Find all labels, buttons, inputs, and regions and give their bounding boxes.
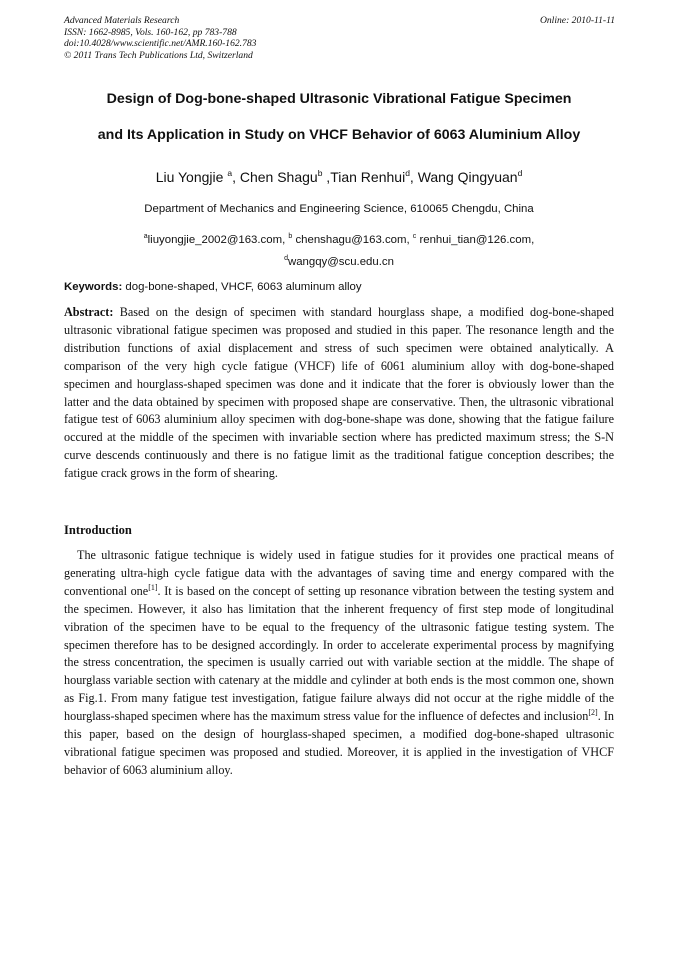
author-separator: ,: [232, 169, 240, 185]
email-link[interactable]: chenshagu@163.com,: [292, 234, 413, 246]
author-affil-sup: a: [227, 168, 233, 178]
author-affil-sup: d: [517, 168, 523, 178]
journal-name: Advanced Materials Research: [64, 15, 180, 26]
email-sup: a: [143, 233, 148, 240]
keywords-label: Keywords:: [64, 281, 123, 293]
email-sup: b: [288, 233, 293, 240]
keywords-text: dog-bone-shaped, VHCF, 6063 aluminum alloy: [122, 281, 362, 293]
author-name: Chen Shagu: [239, 169, 318, 185]
introduction-paragraph: [64, 547, 614, 780]
author-name: Tian Renhui: [330, 169, 406, 185]
abstract: [64, 304, 614, 483]
email-link[interactable]: liuyongjie_2002@163.com,: [147, 234, 289, 246]
email-link[interactable]: renhui_tian@126.com,: [416, 234, 535, 246]
issn-line: ISSN: 1662-8985, Vols. 160-162, pp 783-788: [64, 26, 237, 38]
author-list: [30, 168, 648, 185]
author-name: Wang Qingyuan: [417, 169, 518, 185]
author-separator: ,: [322, 169, 331, 185]
author-affil-sup: d: [405, 168, 410, 178]
abstract-text: Based on the design of specimen with standard hourglass shape, a modified dog-bone-shaped ultrasonic vibrational fatigue specimen was proposed and studied in this paper. The resonance length and the distribution functions of axial displacement and stress of such specimen were obtained analytically. A comparison of the very high cycle fatigue (VHCF) life of 6061 aluminium alloy with dog-bone-shaped specimen and hourglass-shaped specimen was done and it indicate that the forer is obviously lower than the latter and the data obtained by specimen with proposed shape are conservative. Then, the ultrasonic vibrational fatigue test of 6063 aluminium alloy specimen with dog-bone-shape was done, showing that the fatigue failure occured at the middle of the specimen with invariable section where has predicted maximum stress; the S-N curve descends continuously and there is no fatigue limit as the traditional fatigue conception describes; the fatigue crack grows in the form of shearing.: [64, 305, 614, 481]
section-heading-introduction: Introduction: [64, 523, 132, 537]
citation-ref[interactable]: [1]: [148, 582, 158, 592]
email-link[interactable]: wangqy@scu.edu.cn: [287, 255, 394, 268]
paper-title-line-1: Design of Dog-bone-shaped Ultrasonic Vibrational Fatigue Specimen: [106, 91, 572, 107]
online-date: Online: 2010-11-11: [539, 15, 615, 26]
abstract-label: Abstract:: [64, 305, 114, 319]
author-separator: ,: [409, 169, 418, 185]
email-sup: d: [284, 254, 288, 262]
paper-title-line-2: and Its Application in Study on VHCF Behavior of 6063 Aluminium Alloy: [97, 127, 581, 143]
doi-line: doi:10.4028/www.scientific.net/AMR.160-162.783: [64, 38, 257, 49]
intro-text: The ultrasonic fatigue technique is widely used in fatigue studies for it provides one practical means of generating ultra-high cycle fatigue data with the advantages of saving time and energy compared with the conventional one: [64, 548, 614, 598]
author-emails: [100, 228, 578, 271]
intro-text: . It is based on the concept of setting up resonance vibration between the testing system and the specimen. However, it also has limitation that the inherent frequency of first step mode of longitudinal vibration of the specimen have to be equal to the frequency of the ultrasonic fatigue testing system. The specimen therefore has to be designed accordingly. In order to accelerate experimental process by magnifying the stress concentration, the specimen is usually carried out with variable section at the middle. The shape of hourglass variable section with catenary at the middle and cylinder at both ends is the most common one, shown as Fig.1. From many fatigue test investigation, fatigue failure always did not occur at the righe middle of the hourglass-shaped specimen where has the maximum stress value for the influence of defectes and inclusion: [64, 583, 615, 724]
intro-text: . In this paper, based on the design of hourglass-shaped specimen, a modified dog-bone-shaped ultrasonic vibrational fatigue specimen was proposed and studied. Moreover, it is applied in the investigation of VHCF behavior of 6063 aluminium alloy.: [64, 709, 614, 777]
email-sup: c: [412, 233, 417, 240]
affiliation: Department of Mechanics and Engineering Science, 610065 Chengdu, China: [144, 203, 534, 215]
copyright-line: © 2011 Trans Tech Publications Ltd, Switzerland: [64, 49, 253, 61]
author-name: Liu Yongjie: [155, 169, 228, 185]
journal-header: [64, 15, 256, 61]
author-affil-sup: b: [317, 168, 323, 178]
citation-ref[interactable]: [2]: [588, 708, 598, 718]
keywords: [64, 281, 362, 293]
